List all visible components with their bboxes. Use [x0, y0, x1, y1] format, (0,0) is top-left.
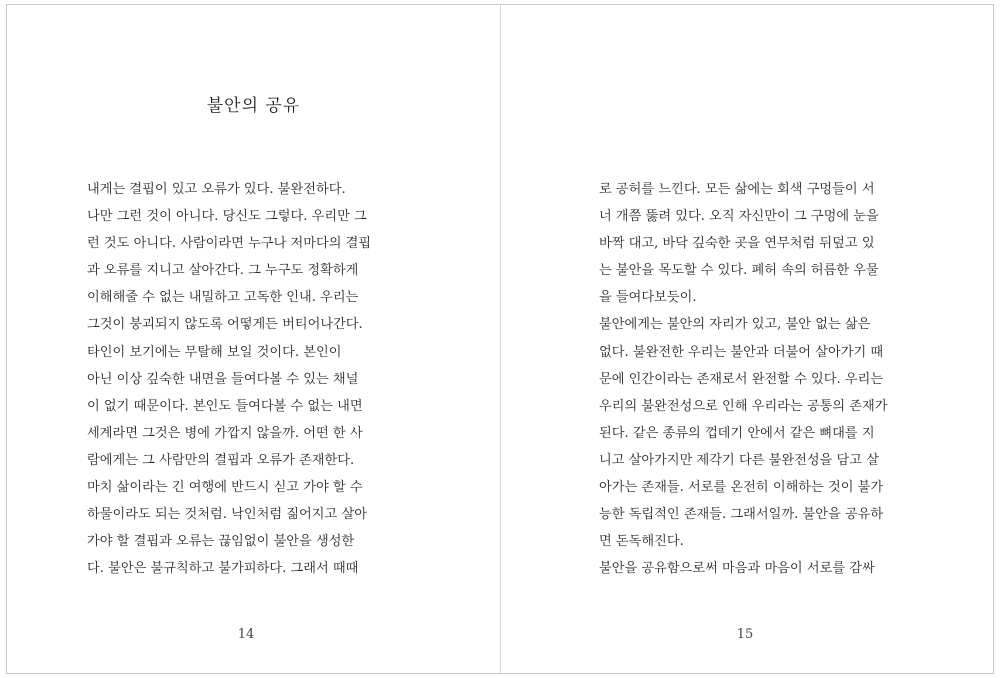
- text-line: 불안에게는 불안의 자리가 있고, 불안 없는 삶은: [599, 317, 871, 333]
- text-line: 니고 살아가지만 제각기 다른 불완전성을 담고 살: [599, 452, 879, 468]
- text-line: 그것이 붕괴되지 않도록 어떻게든 버티어나간다.: [87, 317, 363, 333]
- text-line: 이 없기 때문이다. 본인도 들여다볼 수 없는 내면: [87, 398, 363, 414]
- page-number: 15: [736, 627, 754, 642]
- right-page-body: [599, 176, 917, 582]
- book-spread: [6, 4, 994, 674]
- text-line: 하물이라도 되는 것처럼. 낙인처럼 짊어지고 살아: [87, 507, 367, 523]
- text-line: 문에 인간이라는 존재로서 완전할 수 있다. 우리는: [599, 371, 884, 387]
- text-line: 마치 삶이라는 긴 여행에 반드시 싣고 가야 할 수: [87, 480, 363, 496]
- text-line: 없다. 불완전한 우리는 불안과 더불어 살아가기 때: [599, 344, 884, 360]
- page-number: 14: [237, 627, 255, 642]
- text-line: 면 돈독해진다.: [599, 534, 684, 550]
- text-line: 아닌 이상 깊숙한 내면을 들여다볼 수 있는 채널: [87, 371, 359, 387]
- text-line: 런 것도 아니다. 사람이라면 누구나 저마다의 결핍: [87, 236, 372, 252]
- text-line: 세계라면 그것은 병에 가깝지 않을까. 어떤 한 사: [87, 425, 363, 441]
- text-line: 우리의 불완전성으로 인해 우리라는 공통의 존재가: [599, 398, 888, 414]
- text-line: 불안을 공유함으로써 마음과 마음이 서로를 감싸: [599, 561, 875, 577]
- text-line: 된다. 같은 종류의 껍데기 안에서 같은 뼈대를 지: [599, 425, 875, 441]
- left-page-body: [87, 176, 405, 582]
- text-line: 는 불안을 목도할 수 있다. 폐허 속의 허름한 우물: [599, 263, 879, 279]
- text-line: 가야 할 결핍과 오류는 끊임없이 불안을 생성한: [87, 534, 355, 550]
- text-line: 나만 그런 것이 아니다. 당신도 그렇다. 우리만 그: [87, 209, 367, 225]
- text-line: 아가는 존재들. 서로를 온전히 이해하는 것이 불가: [599, 480, 884, 496]
- text-line: 람에게는 그 사람만의 결핍과 오류가 존재한다.: [87, 452, 355, 468]
- text-line: 이해해줄 수 없는 내밀하고 고독한 인내. 우리는: [87, 290, 359, 306]
- text-line: 너 개쯤 뚫려 있다. 오직 자신만이 그 구멍에 눈을: [599, 209, 879, 225]
- text-line: 타인이 보기에는 무탈해 보일 것이다. 본인이: [87, 344, 342, 360]
- left-page: [7, 5, 500, 673]
- chapter-title: 불안의 공유: [206, 96, 301, 116]
- text-line: 을 들여다보듯이.: [599, 290, 697, 306]
- text-line: 바짝 대고, 바닥 깊숙한 곳을 연무처럼 뒤덮고 있: [599, 236, 875, 252]
- text-line: 내게는 결핍이 있고 오류가 있다. 불완전하다.: [87, 182, 346, 197]
- text-line: 로 공허를 느낀다. 모든 삶에는 회색 구멍들이 서: [599, 182, 875, 197]
- text-line: 과 오류를 지니고 살아간다. 그 누구도 정확하게: [87, 263, 359, 279]
- text-line: 다. 불안은 불규칙하고 불가피하다. 그래서 때때: [87, 561, 359, 577]
- right-page: [501, 5, 994, 673]
- text-line: 능한 독립적인 존재들. 그래서일까. 불안을 공유하: [599, 507, 884, 523]
